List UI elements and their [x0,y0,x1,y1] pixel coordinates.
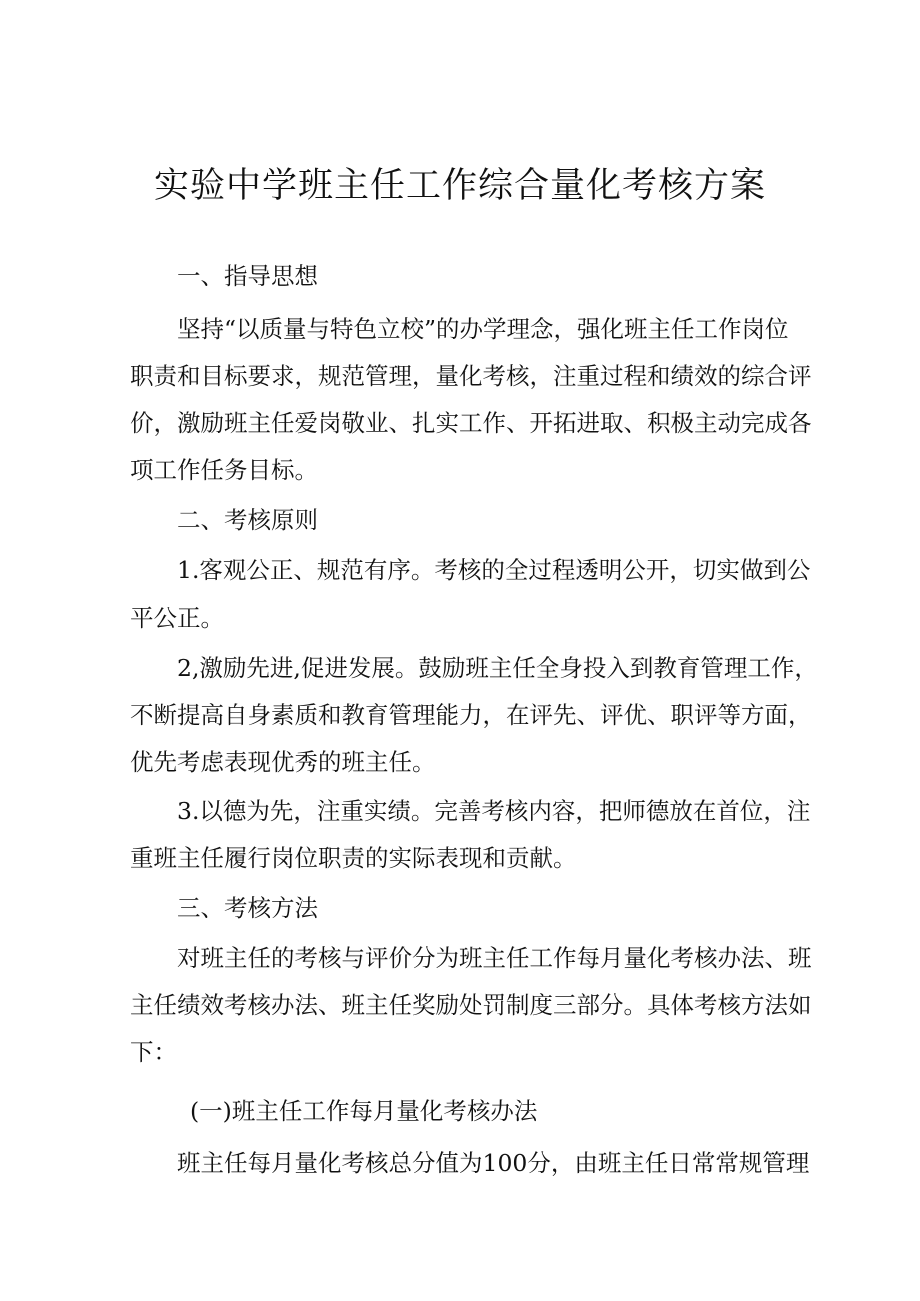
paragraph-line: 主任绩效考核办法、班主任奖励处罚制度三部分。具体考核方法如 [130,991,812,1019]
paragraph-line: 不断提高自身素质和教育管理能力，在评先、评优、职评等方面， [130,701,812,729]
paragraph-line: 职责和目标要求，规范管理，量化考核，注重过程和绩效的综合评 [130,362,812,390]
section-heading-assessment-methods: 三、考核方法 [177,894,318,922]
subsection-heading-monthly-assessment: (一)班主任工作每月量化考核办法 [190,1097,538,1125]
paragraph-line: 价，激励班主任爱岗敬业、扎实工作、开拓进取、积极主动完成各 [130,409,812,437]
paragraph-line: 班主任每月量化考核总分值为100分，由班主任日常常规管理 [177,1149,810,1177]
paragraph-line: 平公正。 [130,604,224,632]
paragraph-line: 对班主任的考核与评价分为班主任工作每月量化考核办法、班 [177,944,812,972]
section-heading-guiding-ideology: 一、指导思想 [177,262,318,290]
paragraph-line: 重班主任履行岗位职责的实际表现和贡献。 [130,844,577,872]
paragraph-line: 优先考虑表现优秀的班主任。 [130,748,436,776]
section-heading-assessment-principles: 二、考核原则 [177,506,318,534]
paragraph-line: 2,激励先进,促进发展。鼓励班主任全身投入到教育管理工作， [177,654,818,682]
paragraph-line: 3.以德为先，注重实绩。完善考核内容，把师德放在首位，注 [177,797,811,825]
paragraph-line: 坚持“以质量与特色立校”的办学理念，强化班主任工作岗位 [177,315,789,343]
paragraph-line: 1.客观公正、规范有序。考核的全过程透明公开，切实做到公 [177,556,811,584]
paragraph-line: 下： [130,1038,177,1066]
paragraph-line: 项工作任务目标。 [130,456,318,484]
document-title: 实验中学班主任工作综合量化考核方案 [153,166,766,206]
